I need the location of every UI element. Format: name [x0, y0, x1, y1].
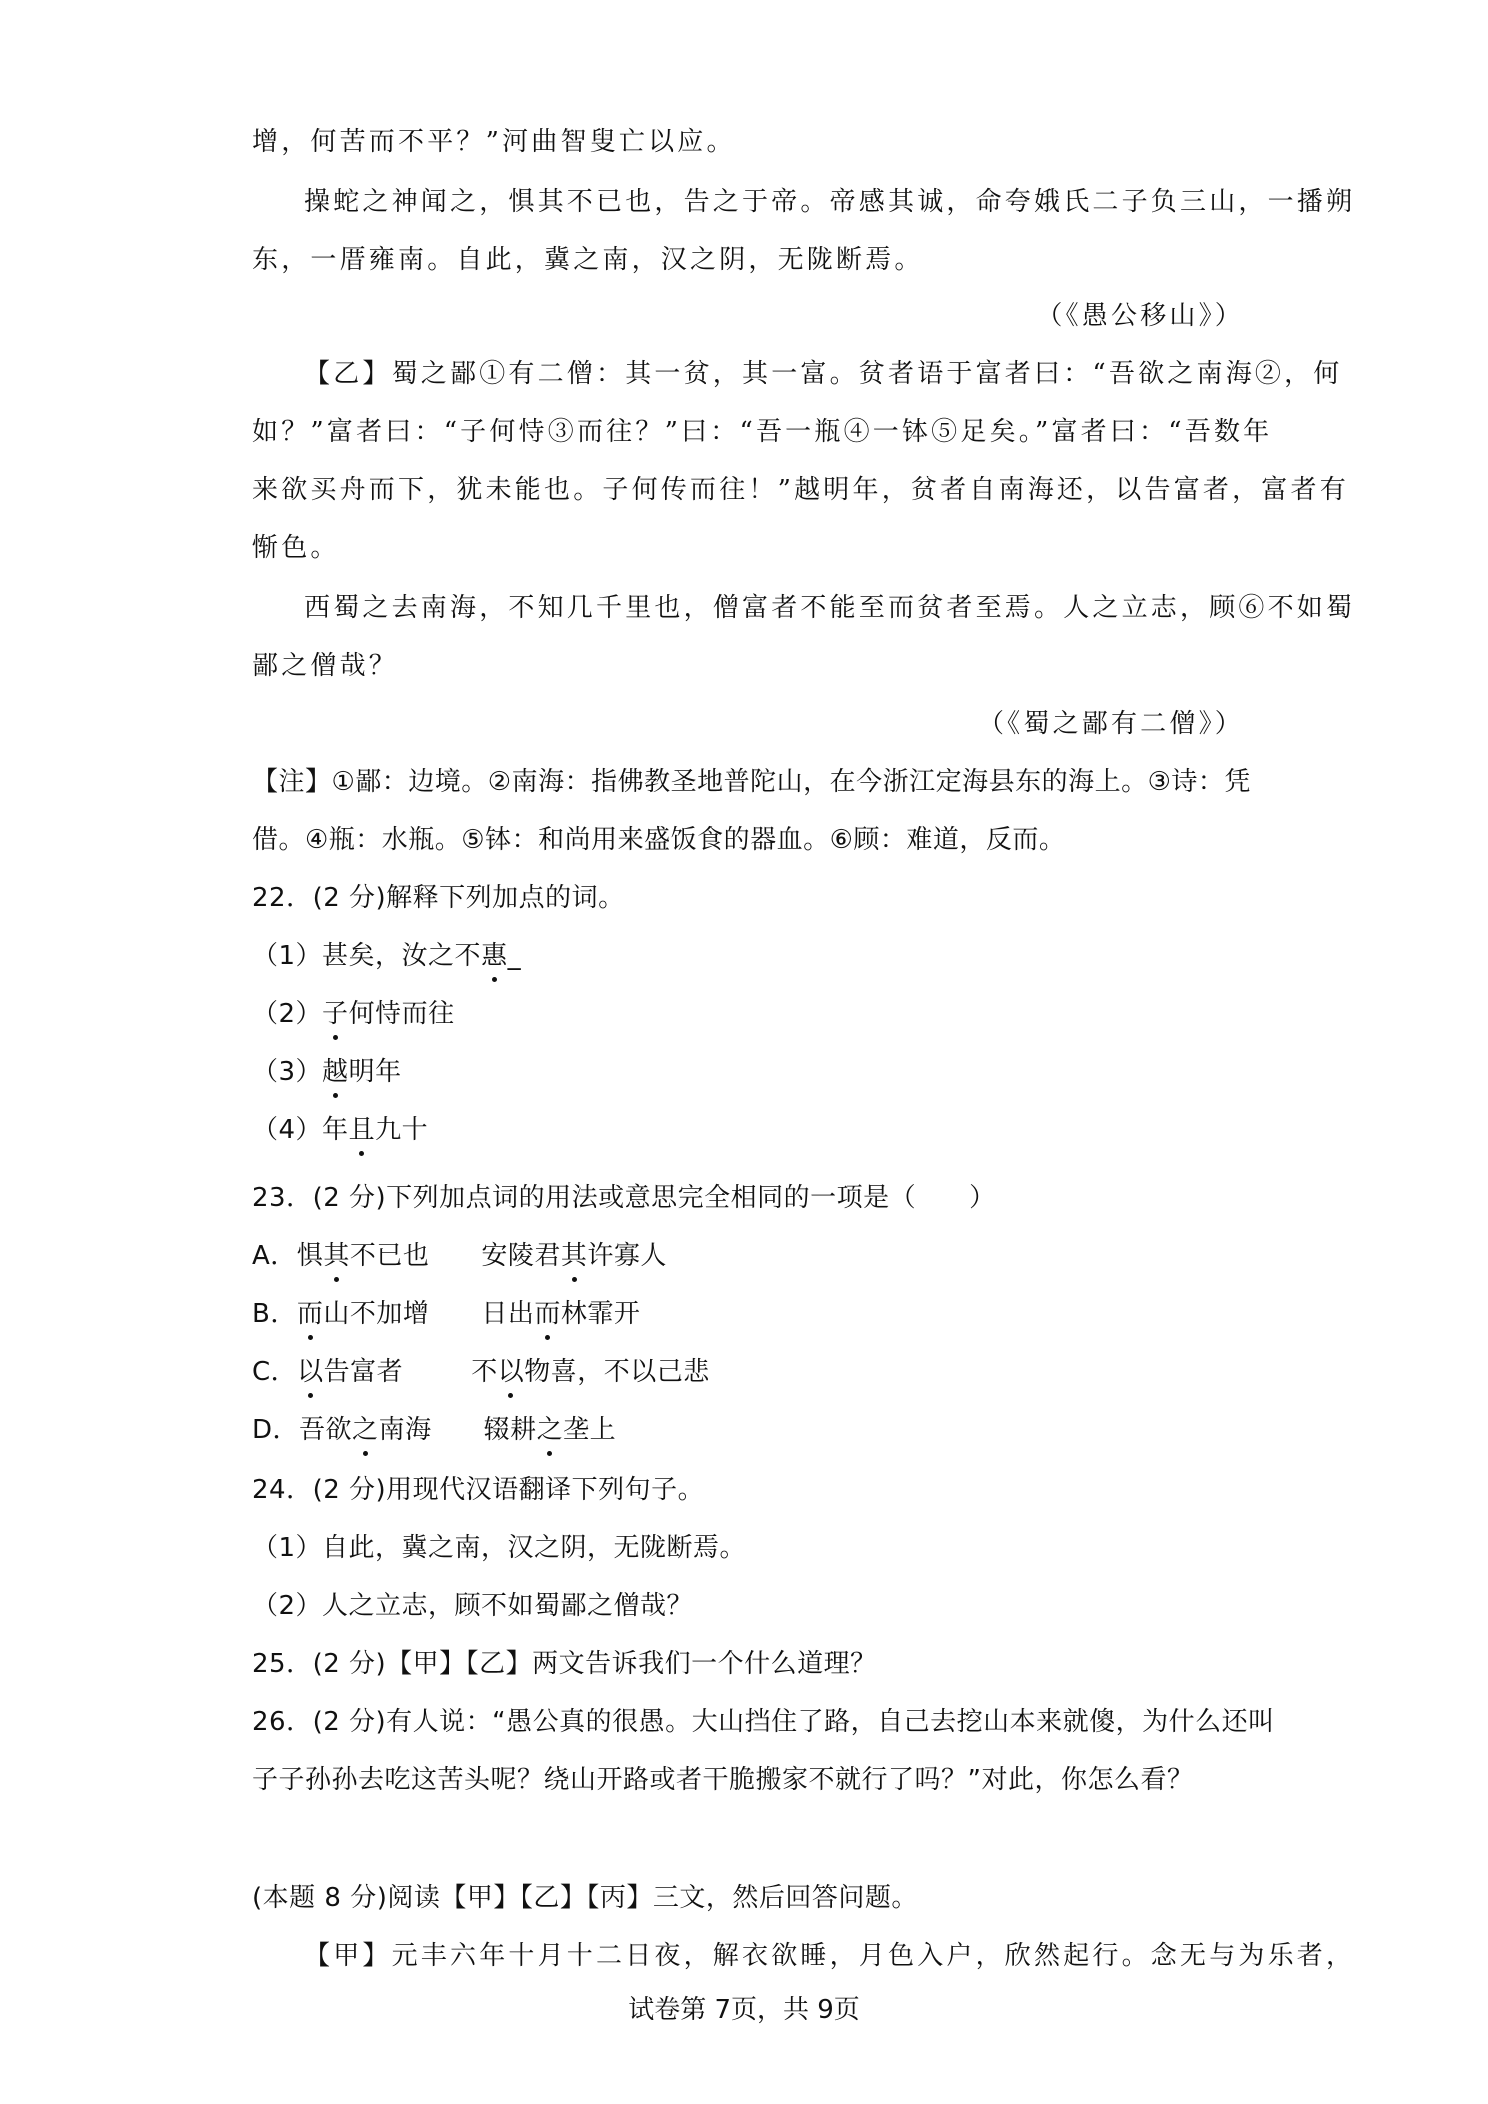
item-number: （1）: [252, 941, 323, 971]
question-24-stem: 24．(2 分)用现代汉语翻译下列句子。: [252, 1475, 705, 1505]
option-letter: B．: [252, 1299, 297, 1329]
passage-jia-text: 增，何苦而不平？”河曲智叟亡以应。: [252, 127, 736, 157]
item-number: （2）: [252, 999, 323, 1029]
option-a: [252, 1238, 1242, 1274]
question-24-item: （2）人之立志，顾不如蜀鄙之僧哉？: [252, 1591, 694, 1621]
passage-yi-text: 西蜀之去南海，不知几千里也，僧富者不能至而贫者至焉。人之立志，顾⑥不如蜀: [304, 593, 1356, 623]
item-number: （3）: [252, 1057, 323, 1087]
option-d: [252, 1412, 1242, 1448]
passage-yi-text: 如？”富者曰：“子何恃③而往？”曰：“吾一瓶④一钵⑤足矣。”富者曰：“吾数年: [252, 417, 1273, 447]
item-number: （4）: [252, 1115, 323, 1145]
dotted-word: 而: [534, 1296, 561, 1332]
option-letter: D．: [252, 1415, 300, 1445]
option-text: 吾欲: [299, 1415, 353, 1445]
note-text: 借。④瓶：水瓶。⑤钵：和尚用来盛饭食的器血。⑥顾：难道，反而。: [252, 825, 1066, 855]
item-text: _: [507, 941, 522, 971]
dotted-word: 以: [498, 1354, 525, 1390]
option-text: 告富者: [323, 1357, 404, 1387]
item-text: 明年: [348, 1057, 402, 1087]
passage-jia-text: 东，一厝雍南。自此，冀之南，汉之阴，无陇断焉。: [252, 245, 924, 275]
question-26-stem: 子子孙孙去吃这苦头呢？绕山开路或者干脆搬家不就行了吗？”对此，你怎么看？: [252, 1765, 1194, 1795]
section-intro: (本题 8 分)阅读【甲】【乙】【丙】三文，然后回答问题。: [252, 1883, 918, 1913]
question-23-stem: 23．(2 分)下列加点词的用法或意思完全相同的一项是（ ）: [252, 1183, 996, 1213]
passage-source: （《愚公移山》）: [1036, 301, 1244, 331]
passage-yi-text: 来欲买舟而下，犹未能也。子何传而往！”越明年，贫者自南海还，以告富者，富者有: [252, 475, 1349, 505]
dotted-word: 其: [323, 1238, 350, 1274]
note-text: 【注】①鄙：边境。②南海：指佛教圣地普陀山，在今浙江定海县东的海上。③诗：凭: [252, 767, 1251, 797]
dotted-word: 之: [352, 1412, 379, 1448]
option-text: 许寡人: [587, 1241, 667, 1271]
dotted-word: 越: [322, 1054, 349, 1090]
option-text: 日出: [481, 1299, 535, 1329]
dotted-word: 且: [349, 1112, 376, 1148]
question-24-item: （1）自此，冀之南，汉之阴，无陇断焉。: [252, 1533, 747, 1563]
dotted-word: 惠: [481, 938, 508, 974]
question-22-stem: 22．(2 分)解释下列加点的词。: [252, 883, 625, 913]
passage-text: 【甲】元丰六年十月十二日夜，解衣欲睡，月色入户，欣然起行。念无与为乐者，: [304, 1941, 1356, 1971]
option-text: 垄上: [563, 1415, 617, 1445]
option-text: 不: [471, 1357, 498, 1387]
option-b: [252, 1296, 1242, 1332]
option-text: 安陵君: [481, 1241, 561, 1271]
option-text: 山不加增: [323, 1299, 430, 1329]
option-text: 林霏开: [560, 1299, 641, 1329]
passage-jia-text: 操蛇之神闻之，惧其不已也，告之于帝。帝感其诚，命夸娥氏二子负三山，一播朔: [304, 187, 1356, 217]
question-22-item: [252, 938, 1242, 974]
option-text: 南海: [378, 1415, 432, 1445]
option-letter: A．: [252, 1241, 297, 1271]
dotted-word: 子: [322, 996, 349, 1032]
option-text: 辍耕: [483, 1415, 537, 1445]
dotted-word: 以: [297, 1354, 324, 1390]
dotted-word: 而: [297, 1296, 324, 1332]
passage-yi-text: 惭色。: [252, 533, 340, 563]
question-22-item: [252, 1054, 1242, 1090]
item-text: 甚矣，汝之不: [322, 941, 482, 971]
question-26-stem: 26．(2 分)有人说：“愚公真的很愚。大山挡住了路，自己去挖山本来就傻，为什么还叫: [252, 1707, 1275, 1737]
item-text: 何恃而往: [348, 999, 455, 1029]
option-letter: C．: [252, 1357, 298, 1387]
passage-yi-text: 鄙之僧哉？: [252, 651, 399, 681]
passage-yi-text: 【乙】蜀之鄙①有二僧：其一贫，其一富。贫者语于富者曰：“吾欲之南海②，何: [304, 359, 1343, 389]
option-text: 物喜，不以己悲: [524, 1357, 710, 1387]
question-22-item: [252, 996, 1242, 1032]
item-text: 九十: [375, 1115, 429, 1145]
item-text: 年: [322, 1115, 349, 1145]
dotted-word: 其: [561, 1238, 588, 1274]
question-22-item: [252, 1112, 1242, 1148]
option-text: 不已也: [349, 1241, 430, 1271]
option-c: [252, 1354, 1242, 1390]
option-text: 惧: [296, 1241, 324, 1271]
passage-source: （《蜀之鄙有二僧》）: [977, 709, 1244, 739]
page-footer: 试卷第 7页，共 9页: [628, 1995, 860, 2025]
question-25-stem: 25．(2 分)【甲】【乙】两文告诉我们一个什么道理？: [252, 1649, 877, 1679]
dotted-word: 之: [537, 1412, 564, 1448]
